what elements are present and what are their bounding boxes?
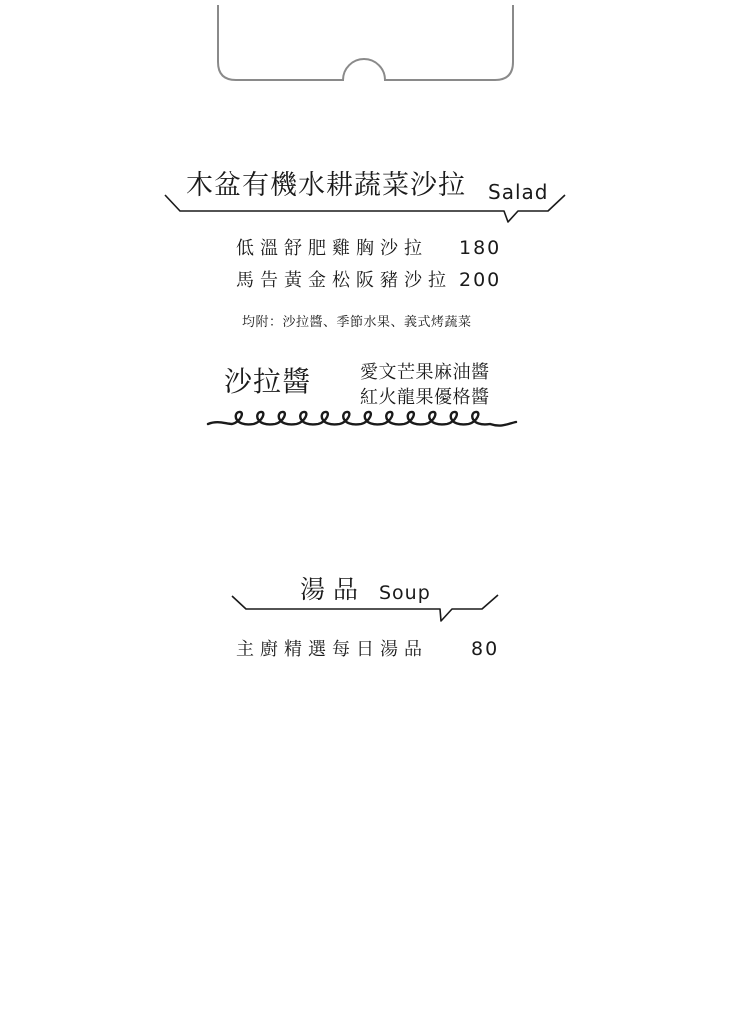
- menu-item-price: 180: [459, 237, 502, 259]
- salad-side-note: 均附：沙拉醬、季節水果、義式烤蔬菜: [242, 315, 472, 330]
- menu-item-name: 馬告黃金松阪豬沙拉: [236, 270, 452, 291]
- soup-section-title: 湯品: [300, 575, 367, 604]
- menu-item-name: 低溫舒肥雞胸沙拉: [236, 238, 428, 259]
- menu-item-name: 主廚精選每日湯品: [236, 639, 428, 660]
- dressing-option: 紅火龍果優格醬: [360, 387, 490, 408]
- menu-item-price: 200: [459, 269, 502, 291]
- soup-section-title-en: Soup: [379, 582, 431, 604]
- salad-section-title-en: Salad: [488, 180, 549, 204]
- dressing-title: 沙拉醬: [224, 365, 312, 398]
- dressing-option: 愛文芒果麻油醬: [360, 362, 490, 383]
- menu-item-price: 80: [471, 638, 500, 660]
- salad-section-title: 木盆有機水耕蔬菜沙拉: [186, 170, 466, 201]
